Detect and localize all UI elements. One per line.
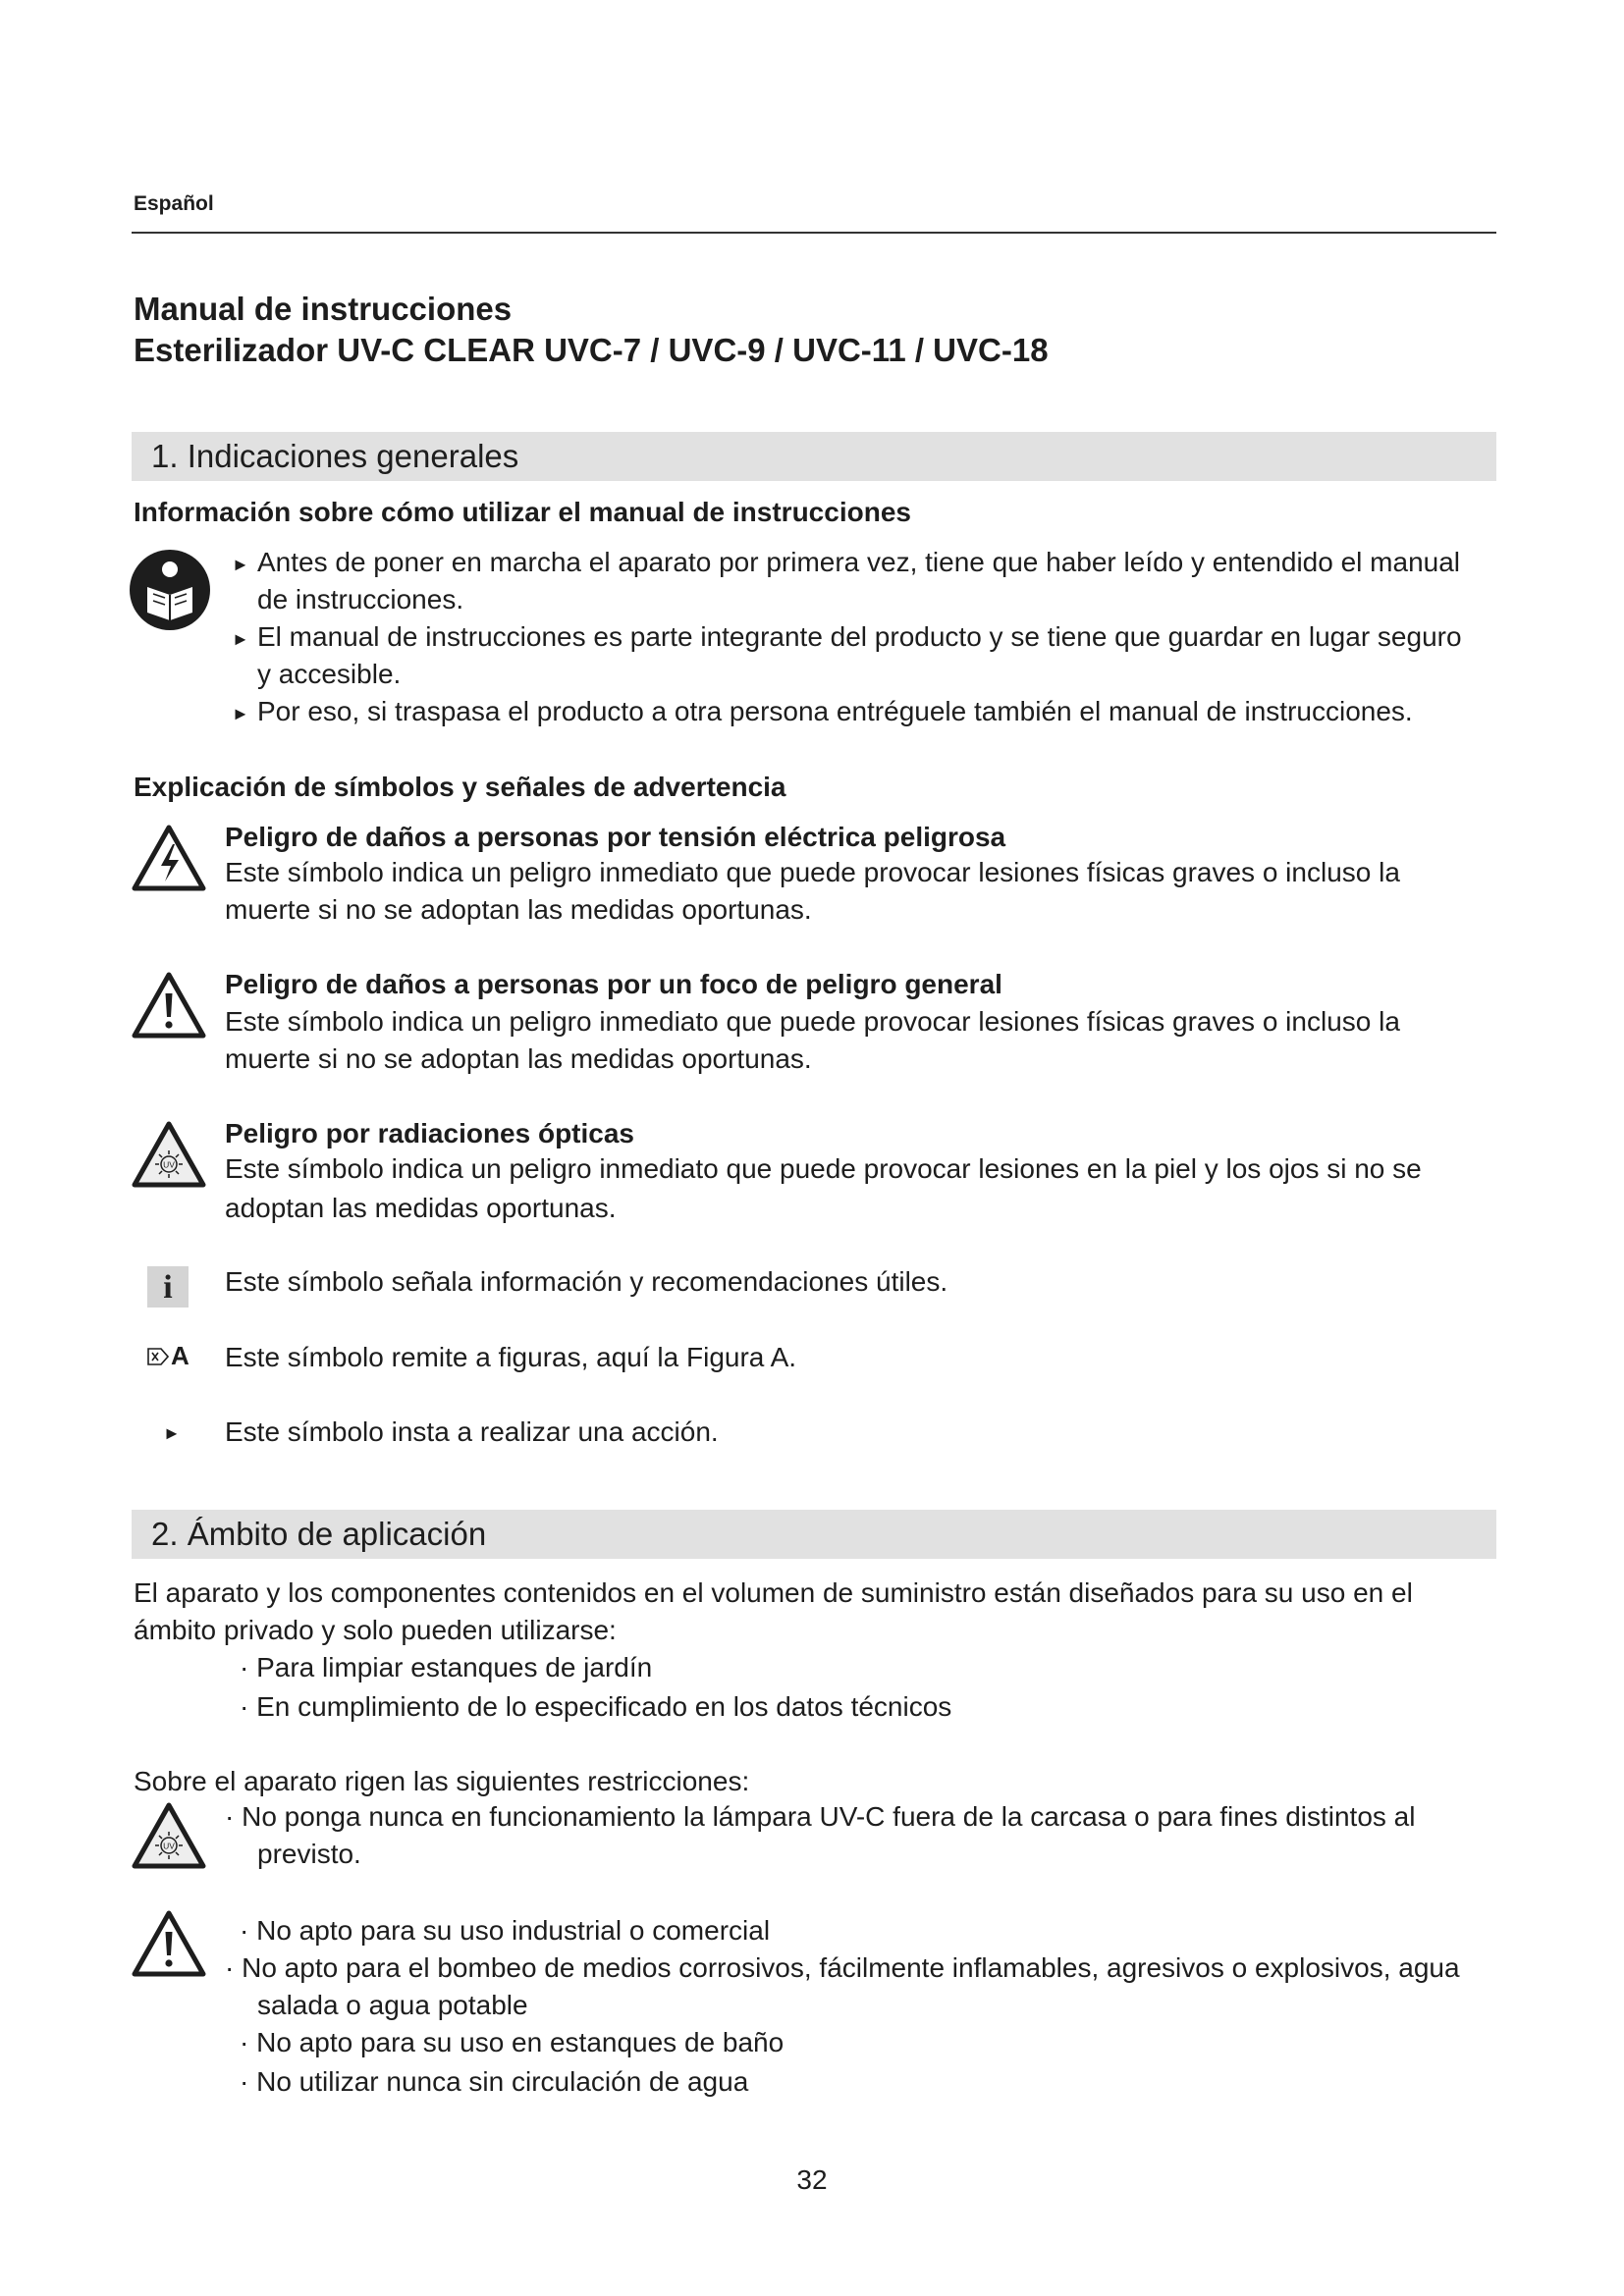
read-manual-icon [128,548,212,632]
scope-intro-line-2: ámbito privado y solo pueden utilizarse: [134,1615,617,1645]
figure-symbol-text: Este símbolo remite a figuras, aquí la Figura A. [225,1342,797,1372]
restriction-uv-line-2: previsto. [257,1839,361,1869]
action-arrow-icon: ► [232,704,249,723]
action-arrow-icon: ► [232,629,249,649]
language-label: Español [134,192,214,215]
uv-radiation-warning-icon [132,1121,206,1188]
info-symbol-text: Este símbolo señala información y recomendaciones útiles. [225,1266,948,1297]
section-2-heading: 2. Ámbito de aplicación [132,1510,1496,1559]
general-warning-icon [132,1910,206,1977]
general-warning-title: Peligro de daños a personas por un foco de peligro general [225,969,1002,999]
electric-warning-title: Peligro de daños a personas por tensión eléctrica peligrosa [225,822,1006,852]
restriction-1: · No apto para su uso industrial o comercial [240,1915,771,1946]
section-1-heading: 1. Indicaciones generales [132,432,1496,481]
manual-bullet-2-line-2: y accesible. [257,659,402,689]
scope-intro-line-1: El aparato y los componentes contenidos en el volumen de suministro están diseñados para su uso en el [134,1577,1413,1608]
figure-reference-icon [147,1348,169,1365]
header-rule [132,232,1496,234]
general-warning-text-2: muerte si no se adoptan las medidas oportunas. [225,1043,812,1074]
info-icon: i [147,1266,189,1308]
action-arrow-icon: ► [232,555,249,574]
electric-warning-text-1: Este símbolo indica un peligro inmediato que puede provocar lesiones físicas graves o incluso la [225,857,1400,887]
manual-bullet-1-line-2: de instrucciones. [257,584,464,614]
optical-warning-title: Peligro por radiaciones ópticas [225,1118,635,1148]
general-warning-text-1: Este símbolo indica un peligro inmediato que puede provocar lesiones físicas graves o incluso la [225,1006,1400,1037]
action-symbol-text: Este símbolo insta a realizar una acción. [225,1416,719,1447]
restrictions-intro: Sobre el aparato rigen las siguientes restricciones: [134,1766,750,1796]
general-warning-icon [132,972,206,1039]
scope-use-1: · Para limpiar estanques de jardín [240,1652,653,1682]
doc-title: Manual de instrucciones [134,291,513,327]
restriction-2: · No apto para el bombeo de medios corrosivos, fácilmente inflamables, agresivos o explosivos, agua [225,1952,1460,1983]
manual-bullet-2-line-1: El manual de instrucciones es parte integrante del producto y se tiene que guardar en lugar seguro [257,621,1462,652]
page-number: 32 [796,2164,828,2195]
doc-subtitle: Esterilizador UV-C CLEAR UVC-7 / UVC-9 / UVC-11 / UVC-18 [134,332,1049,368]
uv-label: UV [163,1159,175,1170]
manual-info-heading: Información sobre cómo utilizar el manual de instrucciones [134,497,911,527]
figure-letter: A [171,1341,189,1370]
scope-use-2: · En cumplimiento de lo especificado en los datos técnicos [240,1691,952,1722]
restriction-4: · No utilizar nunca sin circulación de agua [240,2066,749,2097]
electric-warning-text-2: muerte si no se adoptan las medidas oportunas. [225,894,812,925]
manual-bullet-3: Por eso, si traspasa el producto a otra persona entréguele también el manual de instrucciones. [257,696,1413,726]
electric-warning-icon [132,825,206,891]
restriction-2-cont: salada o agua potable [257,1990,528,2020]
manual-bullet-1-line-1: Antes de poner en marcha el aparato por primera vez, tiene que haber leído y entendido el manual [257,547,1460,577]
uv-label: UV [163,1841,175,1851]
action-arrow-icon: ► [163,1423,181,1443]
restriction-uv-line-1: · No ponga nunca en funcionamiento la lámpara UV-C fuera de la carcasa o para fines distintos al [225,1801,1416,1832]
optical-warning-text-1: Este símbolo indica un peligro inmediato que puede provocar lesiones en la piel y los ojos si no se [225,1153,1422,1184]
optical-warning-text-2: adoptan las medidas oportunas. [225,1193,617,1223]
symbols-heading: Explicación de símbolos y señales de advertencia [134,772,786,802]
uv-radiation-warning-icon [132,1802,206,1869]
restriction-3: · No apto para su uso en estanques de baño [240,2027,785,2057]
